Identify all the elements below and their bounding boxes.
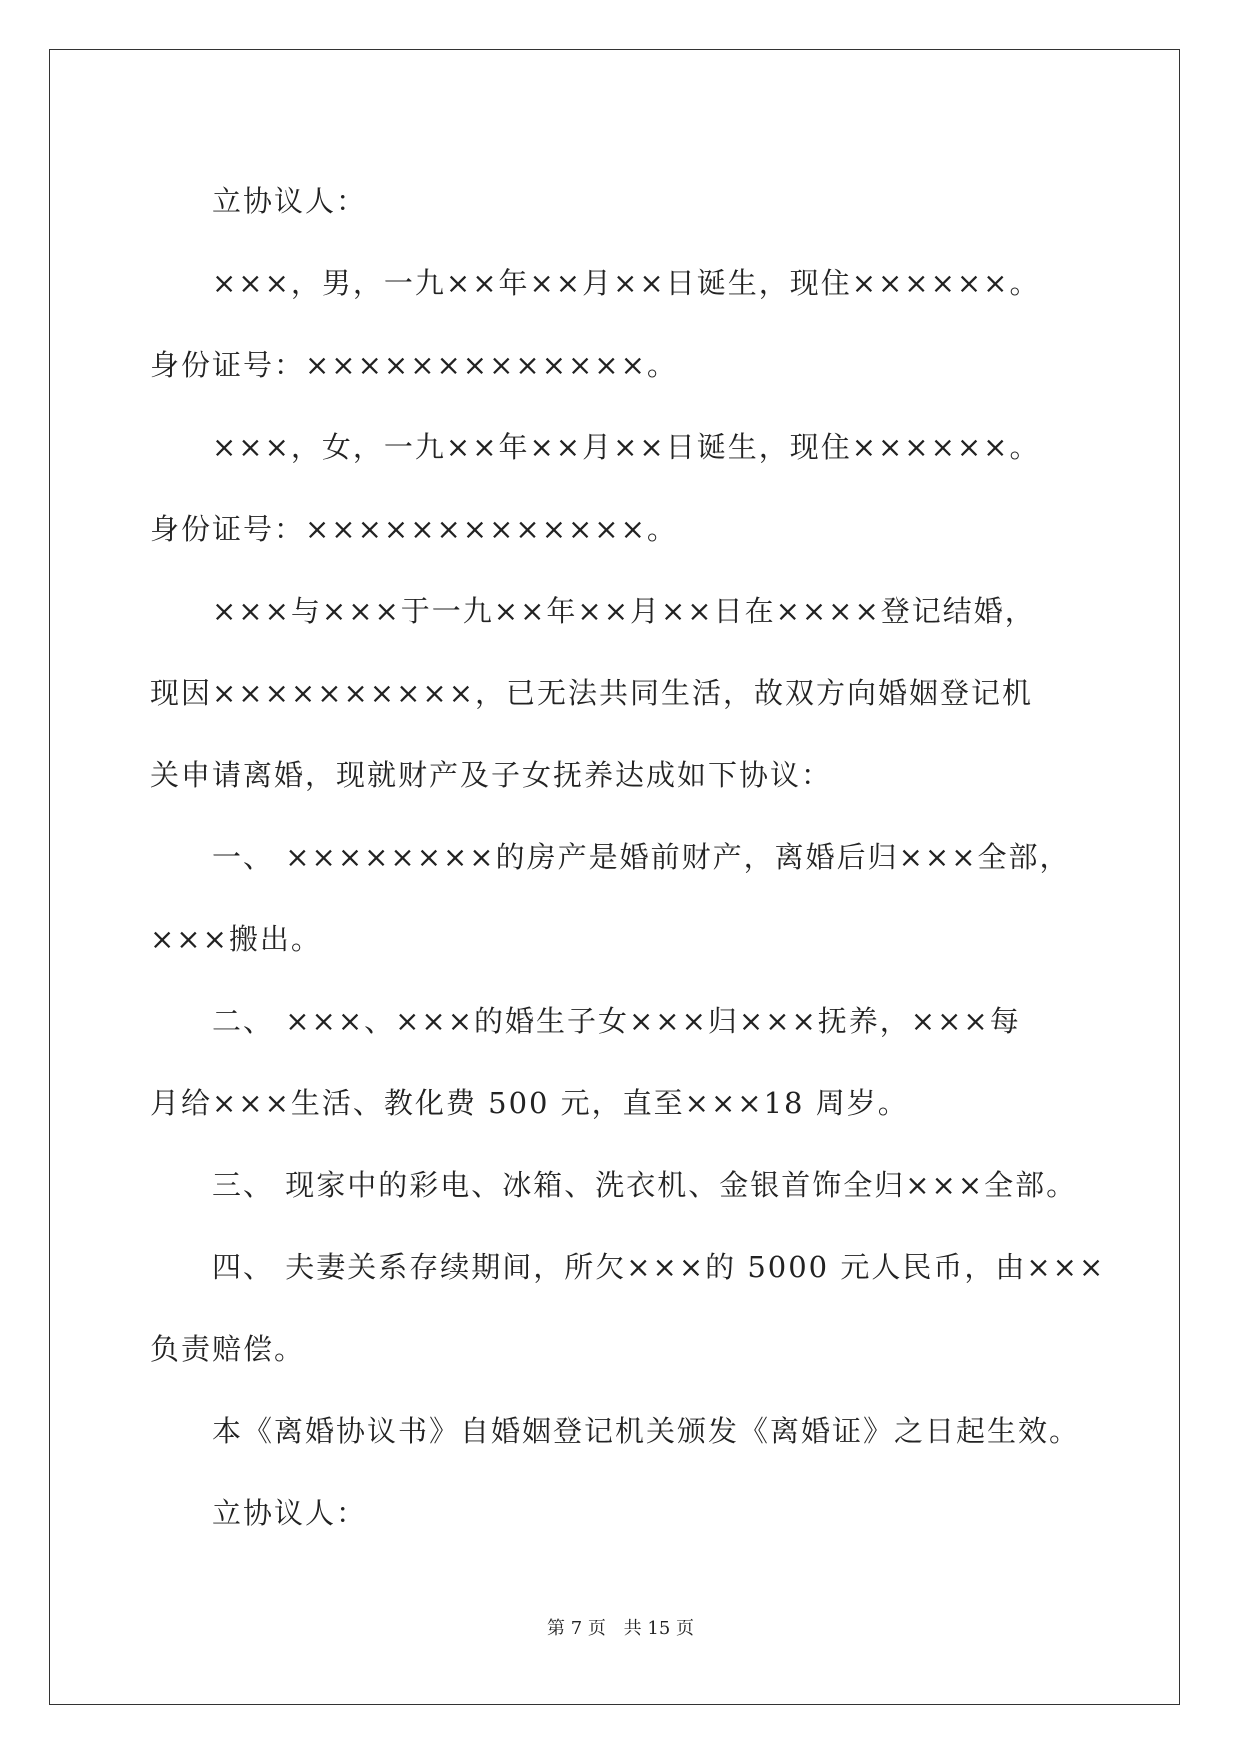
- doc-line: 负责赔偿。: [150, 1332, 306, 1366]
- doc-line: 身份证号：×××××××××××××。: [150, 348, 678, 382]
- document-body: [150, 160, 1106, 1554]
- doc-line: 三、 现家中的彩电、冰箱、洗衣机、金银首饰全归×××全部。: [212, 1168, 1078, 1202]
- doc-line: 关申请离婚，现就财产及子女抚养达成如下协议：: [150, 758, 833, 792]
- page-number-current: 第 7 页: [547, 1618, 606, 1639]
- doc-line: 身份证号：×××××××××××××。: [150, 512, 678, 546]
- doc-line: 一、 ××××××××的房产是婚前财产，离婚后归×××全部，: [212, 840, 1071, 874]
- doc-line: ×××搬出。: [150, 922, 322, 956]
- doc-line: ×××，女，一九××年××月××日诞生，现住××××××。: [212, 430, 1041, 464]
- doc-line: 四、 夫妻关系存续期间，所欠×××的 5000 元人民币，由×××: [212, 1250, 1106, 1284]
- doc-line: ×××与×××于一九××年××月××日在××××登记结婚，: [212, 594, 1036, 628]
- doc-line: ×××，男，一九××年××月××日诞生，现住××××××。: [212, 266, 1041, 300]
- doc-line: 二、 ×××、×××的婚生子女×××归×××抚养，×××每: [212, 1004, 1021, 1038]
- doc-line: 月给×××生活、教化费 500 元，直至×××18 周岁。: [150, 1086, 909, 1120]
- doc-line: 立协议人：: [212, 184, 368, 218]
- doc-line: 立协议人：: [212, 1496, 368, 1530]
- doc-line: 现因××××××××××，已无法共同生活，故双方向婚姻登记机: [150, 676, 1033, 710]
- page-number-total: 共 15 页: [623, 1618, 694, 1639]
- page-footer: [0, 1614, 1241, 1640]
- doc-line: 本《离婚协议书》自婚姻登记机关颁发《离婚证》之日起生效。: [212, 1414, 1081, 1448]
